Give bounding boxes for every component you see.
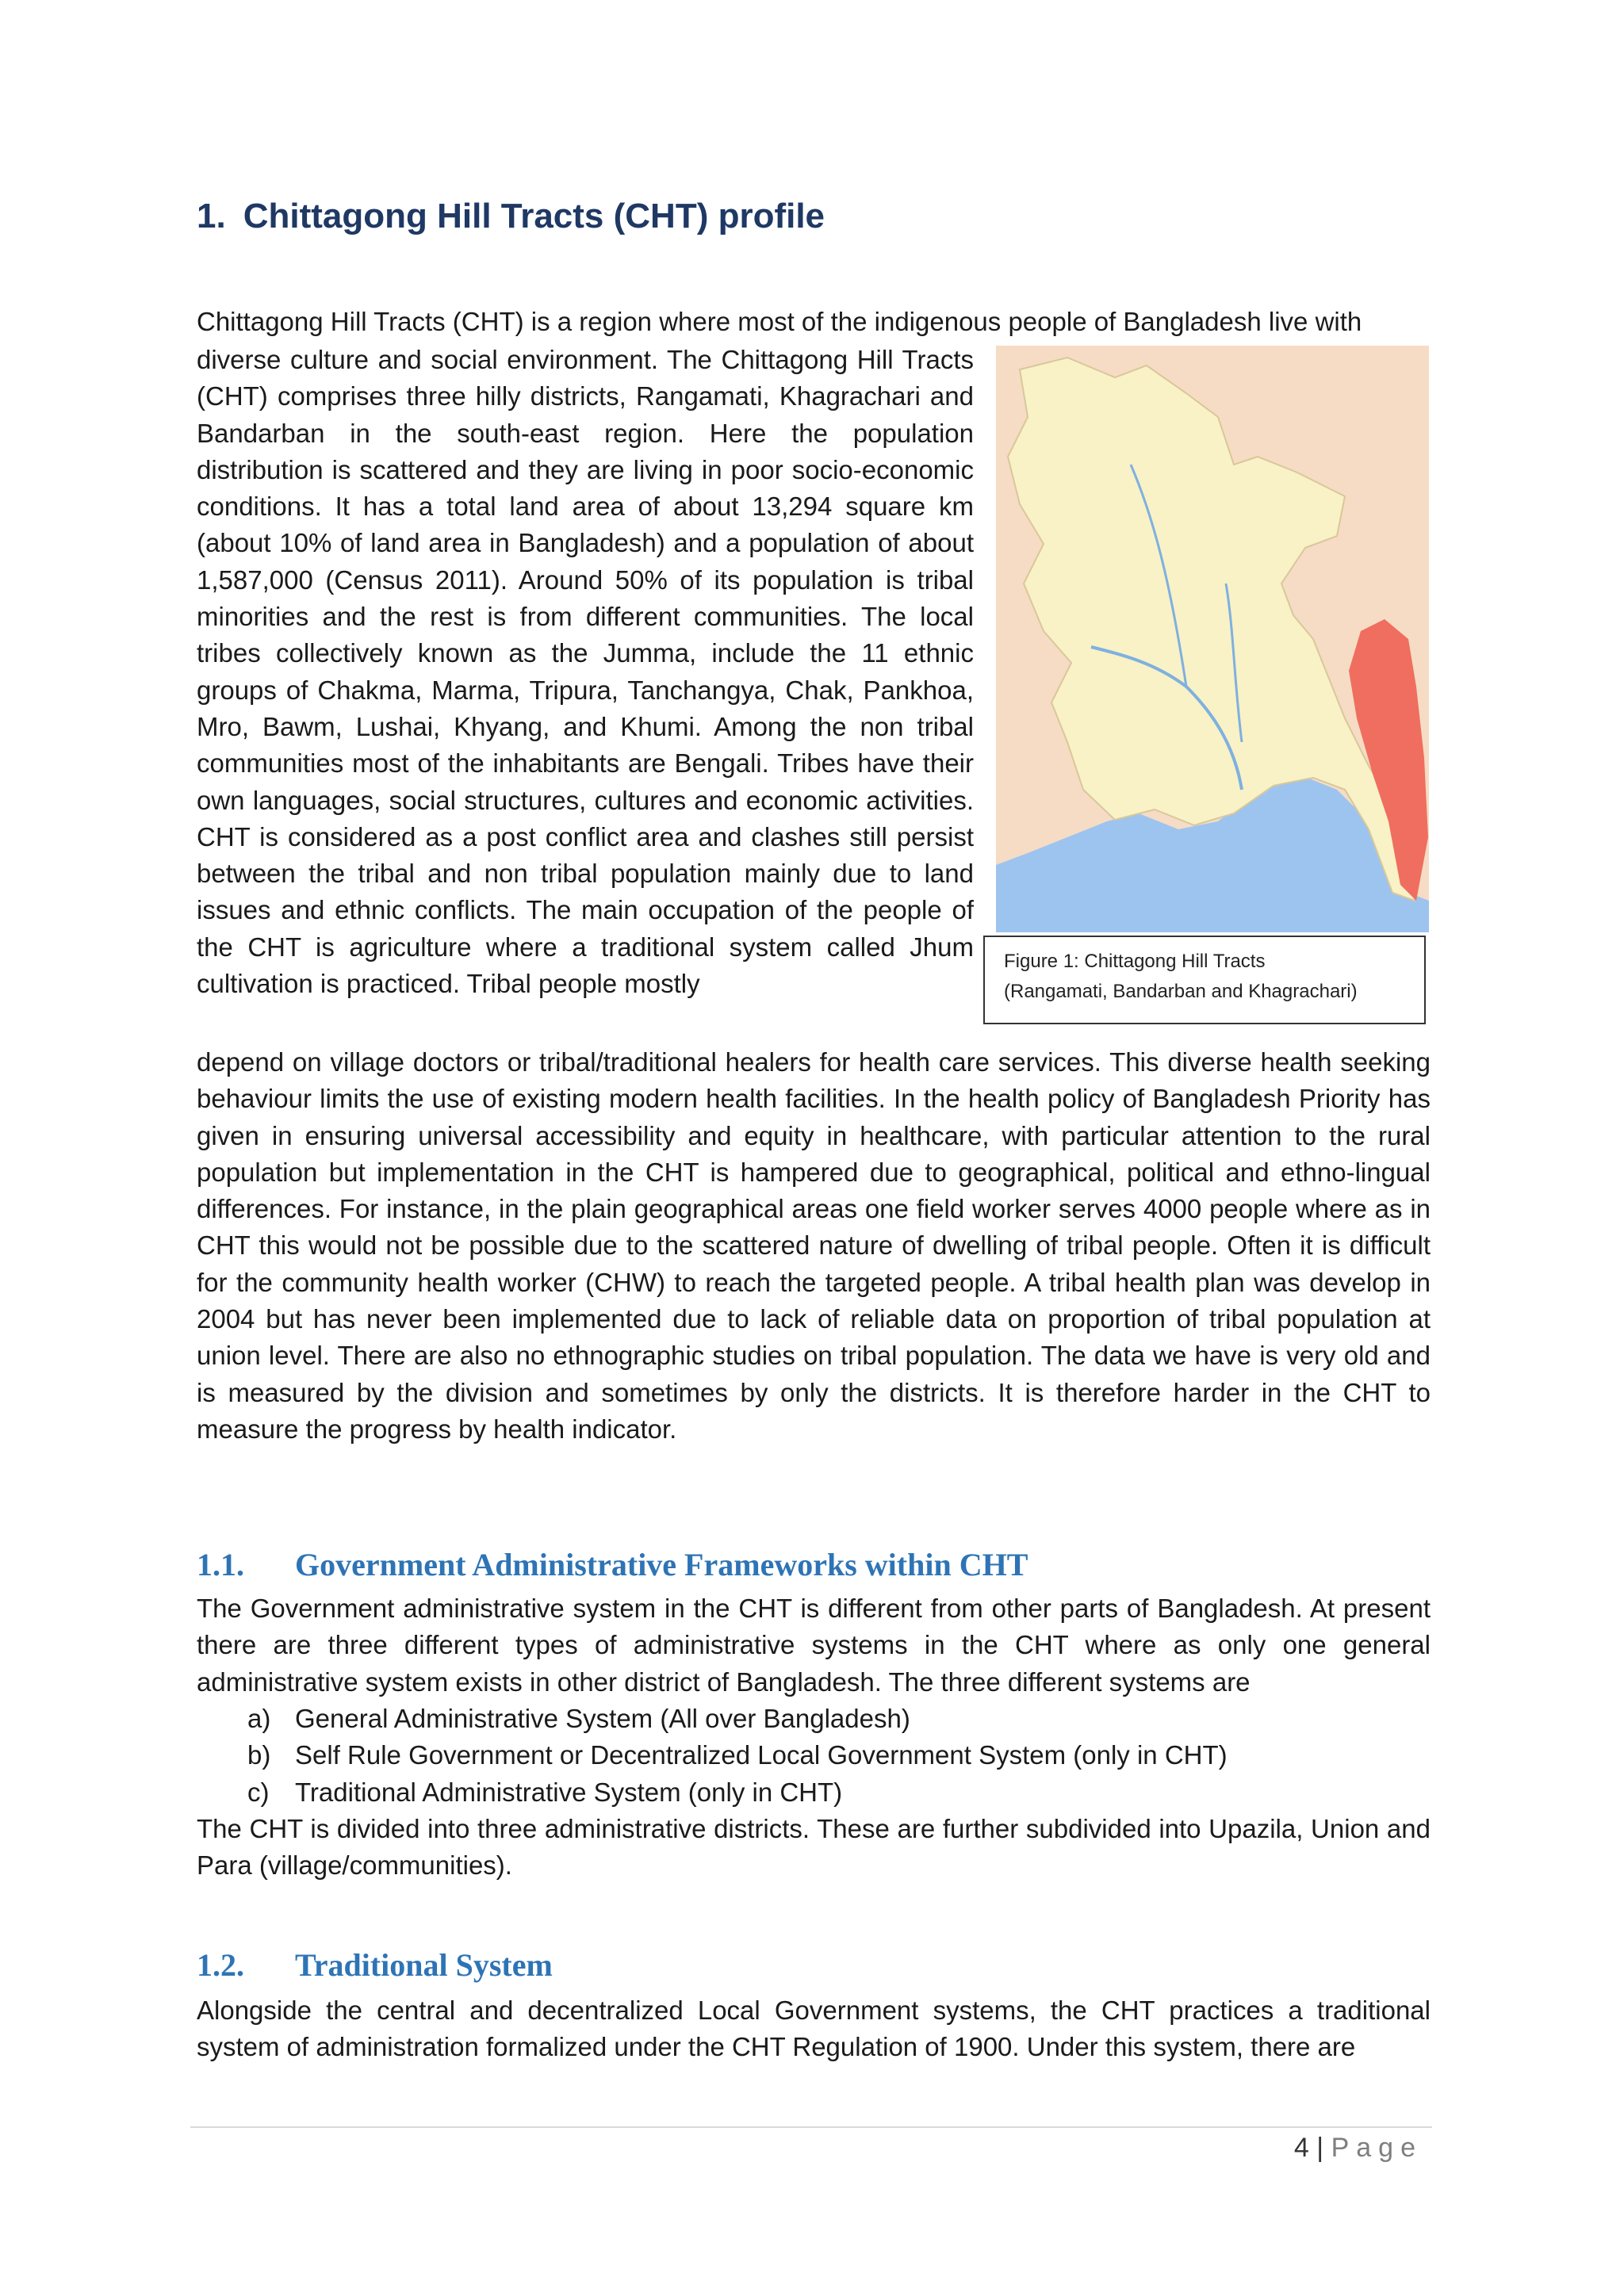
intro-first-line: Chittagong Hill Tracts (CHT) is a region where most of the indigenous people of Bangladesh live with: [197, 307, 1362, 336]
section-1-2-number: 1.2.: [197, 1947, 244, 1983]
figure-caption: [983, 936, 1426, 1024]
page-number: 4: [1293, 2133, 1309, 2163]
section-1-1-after: The CHT is divided into three administrative districts. These are further subdivided into Upazila, Union and Para (village/communities).: [197, 1814, 1431, 1881]
section-1-2-heading: [197, 1946, 553, 1984]
section-1-1-number: 1.1.: [197, 1547, 244, 1582]
list-text: General Administrative System (All over Bangladesh): [295, 1704, 910, 1733]
heading-number: 1.: [197, 197, 226, 235]
caption-line-2: (Rangamati, Bandarban and Khagrachari): [1004, 981, 1358, 1002]
intro-continued-text: depend on village doctors or tribal/traditional healers for health care services. This diverse health seeking behaviour limits the use of existing modern health facilities. In the health policy of Bangladesh Priority has given in ensuring universal accessibility and equity in healthcare, with particular attention to the rural population but implementation in the CHT is hampered due to geographical, political and ethno-lingual differences. For instance, in the plain geographical areas one field worker serves 4000 people where as in CHT this would not be possible due to the scattered nature of dwelling of tribal people. Often it is difficult for the community health worker (CHW) to reach the targeted people. A tribal health plan was develop in 2004 but has never been implemented due to lack of reliable data on proportion of tribal population at union level. There are also no ethnographic studies on tribal population. The data we have is very old and is measured by the division and sometimes by only the districts. It is therefore harder in the CHT to measure the progress by health indicator.: [197, 1047, 1431, 1444]
list-item: [197, 1774, 1431, 1811]
list-marker: c): [247, 1777, 270, 1807]
list-marker: b): [247, 1740, 271, 1770]
admin-systems-list: [197, 1701, 1431, 1811]
caption-line-1: Figure 1: Chittagong Hill Tracts: [1004, 951, 1266, 972]
list-text: Traditional Administrative System (only in CHT): [295, 1777, 843, 1807]
heading-title: Chittagong Hill Tracts (CHT) profile: [243, 197, 825, 235]
map-svg: [996, 346, 1429, 932]
footer-divider: [190, 2126, 1432, 2128]
bangladesh-map: [996, 346, 1429, 932]
list-text: Self Rule Government or Decentralized Local Government System (only in CHT): [295, 1740, 1228, 1770]
list-marker: a): [247, 1704, 271, 1733]
list-item: [197, 1737, 1431, 1774]
section-1-1-heading: [197, 1546, 1028, 1583]
section-1-1-paragraph: The Government administrative system in the CHT is different from other parts of Bangladesh. At present there are three different types of administrative systems in the CHT where as only one general administrative system exists in other district of Bangladesh. The three different systems are: [197, 1594, 1431, 1697]
footer-separator: |: [1316, 2133, 1324, 2163]
page-label: Page: [1331, 2133, 1423, 2163]
page-footer: [1294, 2133, 1423, 2164]
list-item: [197, 1701, 1431, 1737]
section-1-2-paragraph: Alongside the central and decentralized Local Government systems, the CHT practices a traditional system of administration formalized under the CHT Regulation of 1900. Under this system, there are: [197, 1996, 1431, 2062]
section-1-1-title: Government Administrative Frameworks within CHT: [295, 1547, 1028, 1582]
intro-wrapped-text: diverse culture and social environment. The Chittagong Hill Tracts (CHT) comprises three hilly districts, Rangamati, Khagrachari and Bandarban in the south-east region. Here the population distribution is scattered and they are living in poor socio-economic conditions. It has a total land area of about 13,294 square km (about 10% of land area in Bangladesh) and a population of about 1,587,000 (Census 2011). Around 50% of its population is tribal minorities and the rest is from different communities. The local tribes collectively known as the Jumma, include the 11 ethnic groups of Chakma, Marma, Tripura, Tanchangya, Chak, Pankhoa, Mro, Bawm, Lushai, Khyang, and Khumi. Among the non tribal communities most of the inhabitants are Bengali. Tribes have their own languages, social structures, cultures and economic activities. CHT is considered as a post conflict area and clashes still persist between the tribal and non tribal population mainly due to land issues and ethnic conflicts. The main occupation of the people of the CHT is agriculture where a traditional system called Jhum cultivation is practiced. Tribal people mostly: [197, 345, 974, 999]
section-1-2-title: Traditional System: [295, 1947, 553, 1983]
page-heading: [197, 197, 825, 236]
